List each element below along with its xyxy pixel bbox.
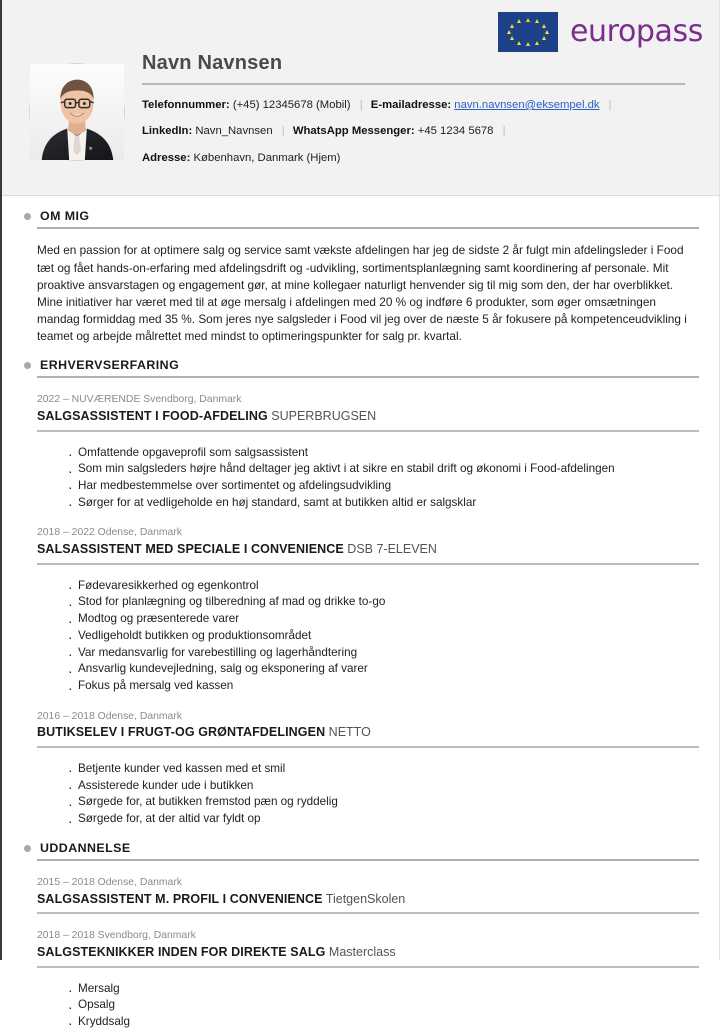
list-item: · Kryddsalg bbox=[68, 1014, 699, 1031]
entry-role: SALGSTEKNIKKER INDEN FOR DIREKTE SALG bbox=[37, 944, 326, 959]
section-education-title: UDDANNELSE bbox=[40, 840, 131, 855]
list-item: · Betjente kunder ved kassen med et smil bbox=[68, 761, 699, 778]
list-item: · Fødevaresikkerhed og egenkontrol bbox=[68, 578, 699, 595]
entry-organisation: NETTO bbox=[325, 725, 371, 740]
contact-separator: | bbox=[502, 125, 506, 138]
entry-organisation: SUPERBRUGSEN bbox=[267, 408, 377, 423]
list-item: · Sørgede for, at der altid var fyldt op bbox=[68, 811, 699, 828]
experience-entry-list bbox=[20, 393, 699, 827]
entry-role: SALGSASSISTENT M. PROFIL I CONVENIENCE bbox=[37, 891, 323, 906]
phone-label: Telefonnummer: bbox=[142, 99, 230, 111]
section-education bbox=[20, 842, 699, 1031]
entry-date: 2015 – 2018 Odense, Danmark bbox=[37, 877, 182, 889]
eu-star-icon bbox=[545, 30, 549, 34]
timeline-entry bbox=[37, 710, 699, 748]
contact-separator: | bbox=[359, 99, 363, 111]
entry-date: 2018 – 2022 Odense, Danmark bbox=[37, 527, 182, 539]
section-about bbox=[20, 210, 699, 345]
entry-divider bbox=[37, 430, 699, 432]
section-experience bbox=[20, 359, 699, 828]
section-divider bbox=[37, 376, 699, 378]
eu-star-icon bbox=[510, 36, 514, 40]
list-item: · Har medbestemmelse over sortimentet og afdelingsudvikling bbox=[68, 478, 699, 495]
contact-row-social bbox=[142, 124, 699, 139]
section-about-header bbox=[20, 210, 699, 222]
page-title: Navn Navnsen bbox=[142, 52, 283, 74]
list-item: · Fokus på mersalg ved kassen bbox=[68, 678, 699, 695]
linkedin-label: LinkedIn: bbox=[142, 125, 193, 138]
entry-bullet-list bbox=[20, 445, 699, 512]
section-experience-header bbox=[20, 359, 699, 371]
eu-star-icon bbox=[510, 24, 514, 28]
contact-row-primary bbox=[142, 98, 699, 113]
entry-role: SALGSASSISTENT I FOOD-AFDELING bbox=[37, 408, 268, 423]
list-item: · Vedligeholdt butikken og produktionsområdet bbox=[68, 628, 699, 645]
section-divider bbox=[37, 227, 699, 229]
europass-brand bbox=[498, 12, 703, 52]
contact-separator: | bbox=[281, 125, 285, 138]
eu-star-icon bbox=[542, 36, 546, 40]
name-divider bbox=[142, 83, 685, 85]
europass-wordmark: europass bbox=[570, 14, 703, 49]
entry-date: 2018 – 2018 Svendborg, Danmark bbox=[37, 930, 196, 942]
eu-star-icon bbox=[535, 19, 539, 23]
linkedin-value: Navn_Navnsen bbox=[195, 125, 273, 138]
list-item: · Omfattende opgaveprofil som salgsassistent bbox=[68, 445, 699, 462]
entry-divider bbox=[37, 912, 699, 914]
entry-organisation: TietgenSkolen bbox=[322, 891, 406, 906]
section-experience-title: ERHVERVSERFARING bbox=[40, 357, 180, 372]
eu-star-icon bbox=[507, 30, 511, 34]
entry-role: BUTIKSELEV I FRUGT-OG GRØNTAFDELINGEN bbox=[37, 725, 326, 740]
eu-star-icon bbox=[517, 41, 521, 45]
eu-flag-icon bbox=[498, 12, 558, 52]
timeline-entry bbox=[37, 393, 699, 431]
eu-star-icon bbox=[542, 24, 546, 28]
entry-title bbox=[37, 892, 699, 908]
about-text: Med en passion for at optimere salg og service samt vækste afdelingen har jeg de sidste 2 år fulgt min afdelingsleder i Food tæt og fået hands-on-erfaring med afdelingsdrift og -udvikling, sortimentsplanlægning samt koordinering af personale. Mit proaktive ansvarstagen og engagement gør, at mine kollegaer naturligt henvender sig til mig som den, der har overblikket. Mine initiativer har været med til at øge mersalg i afdelingen med 20 % og indføre 6 produkter, som øger omsætningen mandag formiddag med 35 %. Som jeres nye salgsleder i Food vil jeg over de næste 5 år fokusere på kompetenceudvikling i teamet og arbejde målrettet med mindst to optimeringspunkter for salg pr. kvartal. bbox=[37, 243, 687, 343]
entry-organisation: Masterclass bbox=[325, 944, 396, 959]
bullet-dot-icon bbox=[24, 213, 31, 220]
timeline-entry bbox=[37, 929, 699, 967]
eu-star-icon bbox=[535, 41, 539, 45]
entry-title bbox=[37, 409, 699, 425]
entry-title bbox=[37, 542, 699, 558]
education-entry-list bbox=[20, 876, 699, 1030]
list-item: · Modtog og præsenterede varer bbox=[68, 611, 699, 628]
list-item: · Sørger for at vedligeholde en høj standard, samt at butikken altid er salgsklar bbox=[68, 495, 699, 512]
whatsapp-label: WhatsApp Messenger: bbox=[292, 125, 415, 138]
cv-body bbox=[2, 210, 719, 1031]
entry-bullet-list bbox=[20, 578, 699, 695]
entry-divider bbox=[37, 563, 699, 565]
entry-divider bbox=[37, 746, 699, 748]
entry-organisation: DSB 7-ELEVEN bbox=[343, 541, 437, 556]
entry-bullet-list bbox=[20, 761, 699, 828]
entry-date: 2016 – 2018 Odense, Danmark bbox=[37, 710, 182, 722]
address-label: Adresse: bbox=[142, 151, 191, 164]
list-item: · Stod for planlægning og tilberedning af mad og drikke to-go bbox=[68, 594, 699, 611]
phone-value: (+45) 12345678 (Mobil) bbox=[232, 99, 351, 111]
eu-star-icon bbox=[526, 42, 530, 46]
cv-header bbox=[2, 0, 719, 196]
entry-role: SALSASSISTENT MED SPECIALE I CONVENIENCE bbox=[37, 541, 344, 556]
bullet-dot-icon bbox=[24, 362, 31, 369]
entry-divider bbox=[37, 966, 699, 968]
list-item: · Ansvarlig kundevejledning, salg og eksponering af varer bbox=[68, 661, 699, 678]
email-link[interactable]: navn.navnsen@eksempel.dk bbox=[454, 99, 600, 111]
section-divider bbox=[37, 859, 699, 861]
section-about-title: OM MIG bbox=[40, 209, 90, 223]
entry-date: 2022 – NUVÆRENDE Svendborg, Danmark bbox=[37, 394, 242, 406]
timeline-entry bbox=[37, 526, 699, 564]
eu-star-icon bbox=[517, 19, 521, 23]
list-item: · Assisterede kunder ude i butikken bbox=[68, 778, 699, 795]
entry-bullet-list bbox=[20, 981, 699, 1031]
section-education-header bbox=[20, 842, 699, 854]
entry-title bbox=[37, 725, 699, 741]
entry-title bbox=[37, 945, 699, 961]
bullet-dot-icon bbox=[24, 845, 31, 852]
eu-star-icon bbox=[526, 18, 530, 22]
list-item: · Var medansvarlig for varebestilling og lagerhåndtering bbox=[68, 645, 699, 662]
identity-block bbox=[142, 52, 699, 166]
list-item: · Mersalg bbox=[68, 981, 699, 998]
contact-row-address bbox=[142, 151, 699, 166]
contact-separator: | bbox=[608, 99, 612, 111]
timeline-entry bbox=[37, 876, 699, 914]
list-item: · Opsalg bbox=[68, 997, 699, 1014]
list-item: · Som min salgsleders højre hånd deltager jeg aktivt i at sikre en stabil drift og økonomi i Food-afdelingen bbox=[68, 461, 699, 478]
whatsapp-value: +45 1234 5678 bbox=[417, 125, 494, 138]
address-value: København, Danmark (Hjem) bbox=[193, 151, 341, 164]
avatar bbox=[29, 63, 125, 161]
email-label: E-mailadresse: bbox=[370, 99, 452, 111]
list-item: · Sørgede for, at butikken fremstod pæn og ryddelig bbox=[68, 794, 699, 811]
